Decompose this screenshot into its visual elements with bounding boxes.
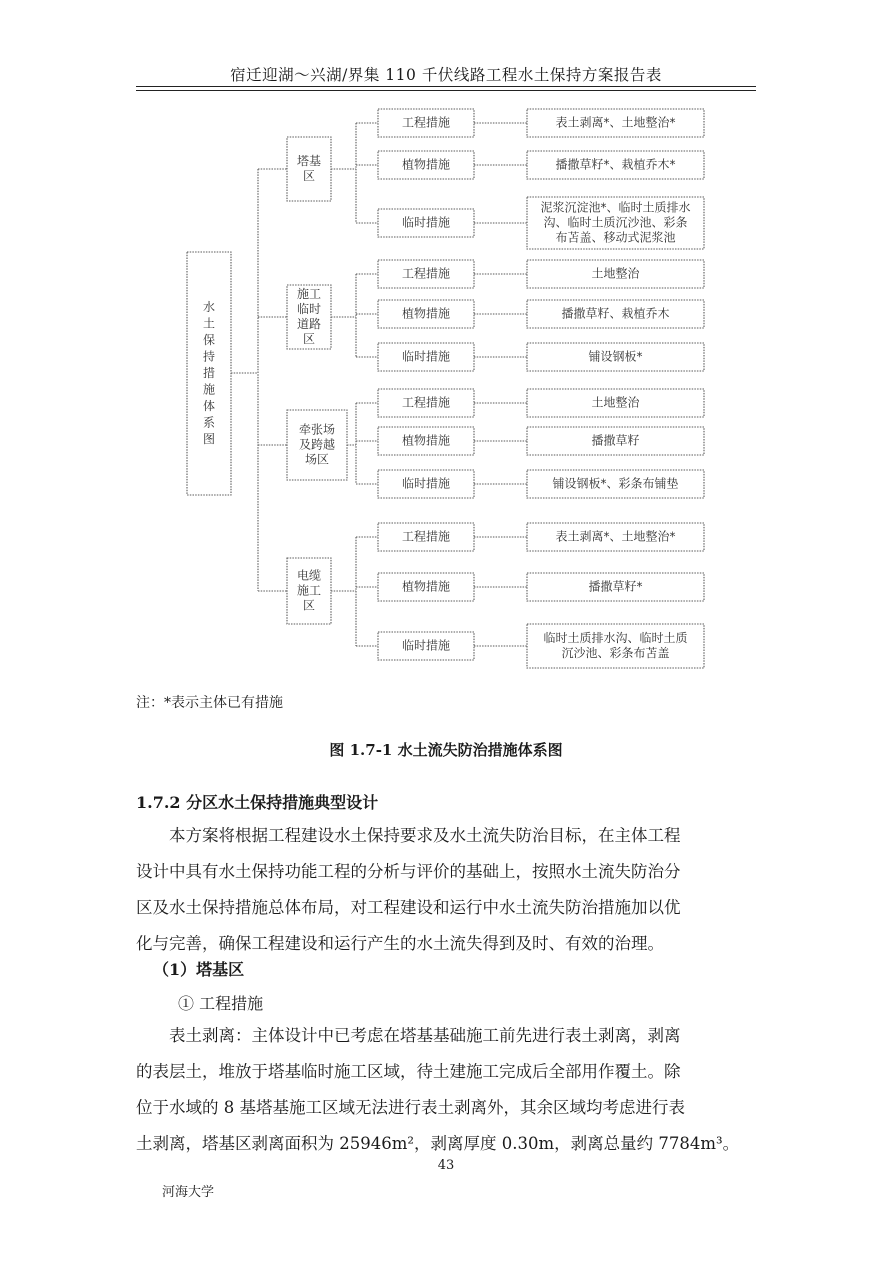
measure-detail-label: 铺设钢板*、彩条布铺垫 [552,476,679,491]
measure-type-label: 植物措施 [401,157,451,172]
root-char: 体 [202,399,216,413]
zone-label: 道路 [296,317,322,331]
zone-label: 区 [302,598,316,613]
paragraph-intro [136,818,756,962]
list-item-heading: ① 工程措施 [178,994,264,1013]
footer-institution: 河海大学 [162,1185,215,1200]
root-char: 图 [202,432,216,446]
zone-label: 及跨越 [298,437,336,452]
root-char: 措 [202,366,216,380]
measure-detail-label: 表土剥离*、土地整治* [555,115,676,130]
measure-detail-label: 土地整治 [591,395,640,410]
para-line: 表土剥离：主体设计中已考虑在塔基基础施工前先进行表土剥离，剥离 [169,1026,681,1045]
measure-type-label: 临时措施 [401,638,451,653]
measure-type-label: 临时措施 [401,476,451,491]
zone-label: 临时 [296,302,322,316]
para-line: 位于水域的 8 基塔基施工区域无法进行表土剥离外，其余区域均考虑进行表 [136,1098,685,1117]
measure-type-label: 植物措施 [401,579,451,594]
measure-type-label: 临时措施 [401,349,451,364]
measure-detail-label: 播撒草籽 [591,433,640,448]
measure-type-label: 工程措施 [401,115,451,130]
root-char: 水 [202,300,216,314]
measure-detail-label: 沉沙池、彩条布苫盖 [561,646,670,660]
measure-type-label: 植物措施 [401,433,451,448]
root-char: 持 [202,349,216,364]
zone-label: 施工 [296,583,322,598]
zone-label: 塔基 [296,154,322,168]
measure-detail-label: 播撒草籽*、栽植乔木* [555,157,676,172]
measure-type-label: 工程措施 [401,266,451,281]
zone-label: 电缆 [296,568,322,583]
zone-label: 区 [302,332,316,346]
measure-detail-label: 播撒草籽、栽植乔木 [561,306,670,321]
measure-detail-label: 表土剥离*、土地整治* [555,529,676,544]
para-line: 区及水土保持措施总体布局，对工程建设和运行中水土流失防治措施加以优 [136,898,681,917]
measure-type-label: 临时措施 [401,215,451,230]
zone-label: 施工 [296,287,322,301]
para-line: 化与完善，确保工程建设和运行产生的水土流失得到及时、有效的治理。 [136,934,664,953]
page-number: 43 [437,1158,455,1173]
para-line: 的表层土，堆放于塔基临时施工区域，待土建施工完成后全部用作覆土。除 [136,1062,681,1081]
root-char: 施 [202,382,216,397]
para-line: 本方案将根据工程建设水土保持要求及水土流失防治目标，在主体工程 [169,826,681,845]
measure-detail-label: 布苫盖、移动式泥浆池 [555,230,676,245]
root-char: 系 [202,415,216,430]
measure-detail-label: 临时土质排水沟、临时土质 [543,631,688,645]
measure-detail-label: 土地整治 [591,266,640,281]
measure-detail-label: 铺设钢板* [588,349,643,364]
measure-type-label: 植物措施 [401,306,451,321]
zone-label: 牵张场 [298,422,336,437]
para-line: 土剥离，塔基区剥离面积为 25946m²，剥离厚度 0.30m，剥离总量约 7784m³。 [136,1134,740,1153]
measure-detail-label: 播撒草籽* [588,579,643,594]
zone-label: 场区 [304,452,330,467]
section-heading: 1.7.2 分区水土保持措施典型设计 [136,793,379,812]
para-line: 设计中具有水土保持功能工程的分析与评价的基础上，按照水土流失防治分 [136,862,681,881]
figure-note: 注：*表示主体已有措施 [136,695,283,711]
root-char: 土 [202,316,216,331]
measure-type-label: 工程措施 [401,395,451,410]
measure-type-label: 工程措施 [401,529,451,544]
paragraph-topsoil [136,1018,756,1162]
measure-detail-label: 沟、临时土质沉沙池、彩条 [543,215,688,230]
zone-label: 区 [302,169,316,183]
root-char: 保 [202,333,216,347]
figure-caption: 图 1.7-1 水土流失防治措施体系图 [329,741,563,759]
running-header: 宿迁迎湖～兴湖/界集 110 千伏线路工程水土保持方案报告表 [230,66,662,84]
measure-detail-label: 泥浆沉淀池*、临时土质排水 [540,200,691,215]
subsection-heading: （1）塔基区 [153,960,245,979]
